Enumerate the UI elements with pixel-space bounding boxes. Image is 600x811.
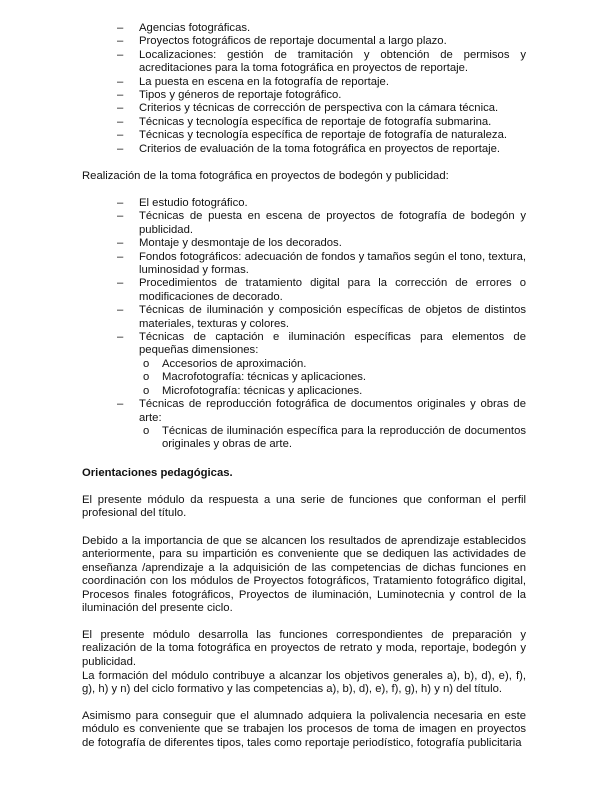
circle-bullet: o [143, 384, 150, 397]
paragraph: Asimismo para conseguir que el alumnado adquiera la polivalencia necesaria en este módulo es conveniente que se trabajen los procesos de toma de imagen en proyectos de fotografía de diferentes tipos, tales como reportaje periodístico, fotografía publicitaria [82, 710, 526, 749]
list-item: – Tipos y géneros de reportaje fotográfico. [117, 89, 342, 102]
list-item: – Técnicas y tecnología específica de reportaje de fotografía de naturaleza. [117, 129, 508, 142]
dash-bullet: – [117, 304, 124, 317]
dash-bullet: – [117, 89, 124, 102]
reportaje-content-list [0, 22, 600, 156]
list-item: – Criterios y técnicas de corrección de perspectiva con la cámara técnica. [117, 102, 499, 115]
section-heading: Realización de la toma fotográfica en proyectos de bodegón y publicidad: [82, 170, 449, 182]
orientaciones-heading: Orientaciones pedagógicas. [82, 467, 233, 479]
list-item: – Agencias fotográficas. [117, 22, 251, 34]
list-item: – Técnicas de iluminación y composición específicas de objetos de distintos materiales, texturas y colores. [117, 304, 526, 330]
sub-list-item: o Macrofotografía: técnicas y aplicaciones. [143, 371, 367, 384]
dash-bullet: – [117, 35, 124, 48]
list-item: – Procedimientos de tratamiento digital para la corrección de errores o modificaciones de decorado. [117, 277, 526, 303]
dash-bullet: – [117, 277, 124, 290]
dash-bullet: – [117, 331, 124, 344]
dash-bullet: – [117, 102, 124, 115]
list-item: – Proyectos fotográficos de reportaje documental a largo plazo. [117, 35, 447, 48]
list-item: – Técnicas de captación e iluminación específicas para elementos de pequeñas dimensiones: [117, 331, 526, 357]
sub-list-item: o Accesorios de aproximación. [143, 357, 307, 370]
list-item: – La puesta en escena en la fotografía de reportaje. [117, 75, 389, 88]
list-item: – Fondos fotográficos: adecuación de fondos y tamaños según el tono, textura, luminosidad y formas. [117, 250, 526, 277]
list-item: – Técnicas de reproducción fotográfica de documentos originales y obras de arte: [117, 398, 526, 424]
list-item: – El estudio fotográfico. [117, 197, 248, 209]
bodegon-content-list [0, 197, 600, 452]
dash-bullet: – [117, 398, 124, 411]
dash-bullet: – [117, 250, 124, 263]
list-item: – Técnicas de puesta en escena de proyectos de fotografía de bodegón y publicidad. [117, 210, 526, 236]
dash-bullet: – [117, 210, 124, 223]
paragraph: El presente módulo da respuesta a una serie de funciones que conforman el perfil profesional del título. [82, 494, 526, 520]
dash-bullet: – [117, 48, 124, 61]
list-item: – Criterios de evaluación de la toma fotográfica en proyectos de reportaje. [117, 142, 501, 155]
circle-bullet: o [143, 371, 150, 384]
list-item: – Técnicas y tecnología específica de reportaje de fotografía submarina. [117, 115, 492, 128]
list-item: – Montaje y desmontaje de los decorados. [117, 237, 342, 250]
list-item: – Localizaciones: gestión de tramitación y obtención de permisos y acreditaciones para la toma fotográfica en proyectos de reportaje. [117, 48, 526, 75]
dash-bullet: – [117, 22, 124, 34]
paragraph: El presente módulo desarrolla las funciones correspondientes de preparación y realización de la toma fotográfica en proyectos de retrato y moda, reportaje, bodegón y publicidad. [82, 629, 526, 668]
sub-list-item: o Microfotografía: técnicas y aplicaciones. [143, 384, 363, 397]
dash-bullet: – [117, 115, 124, 128]
dash-bullet: – [117, 142, 124, 155]
paragraph: Debido a la importancia de que se alcancen los resultados de aprendizaje establecidos anteriormente, para su impartición es conveniente que se dediquen las actividades de enseñanza /aprendizaje a la adquisición de las competencias de dichas funciones en coordinación con los módulos de Proyectos fotográficos, Tratamiento fotográfico digital, Procesos finales fotográficos, Proyectos de iluminación, Luminotecnia y control de la iluminación del presente ciclo. [82, 535, 526, 615]
sub-list-item: o Técnicas de iluminación específica para la reproducción de documentos originales y obras de arte. [143, 424, 526, 451]
dash-bullet: – [117, 75, 124, 88]
circle-bullet: o [143, 424, 150, 437]
dash-bullet: – [117, 129, 124, 142]
dash-bullet: – [117, 237, 124, 250]
paragraph: La formación del módulo contribuye a alcanzar los objetivos generales a), b), d), e), f), g), h) y n) del ciclo formativo y las competencias a), b), d), e), f), g), h) y n) del título. [82, 670, 526, 696]
dash-bullet: – [117, 197, 124, 209]
circle-bullet: o [143, 357, 150, 370]
